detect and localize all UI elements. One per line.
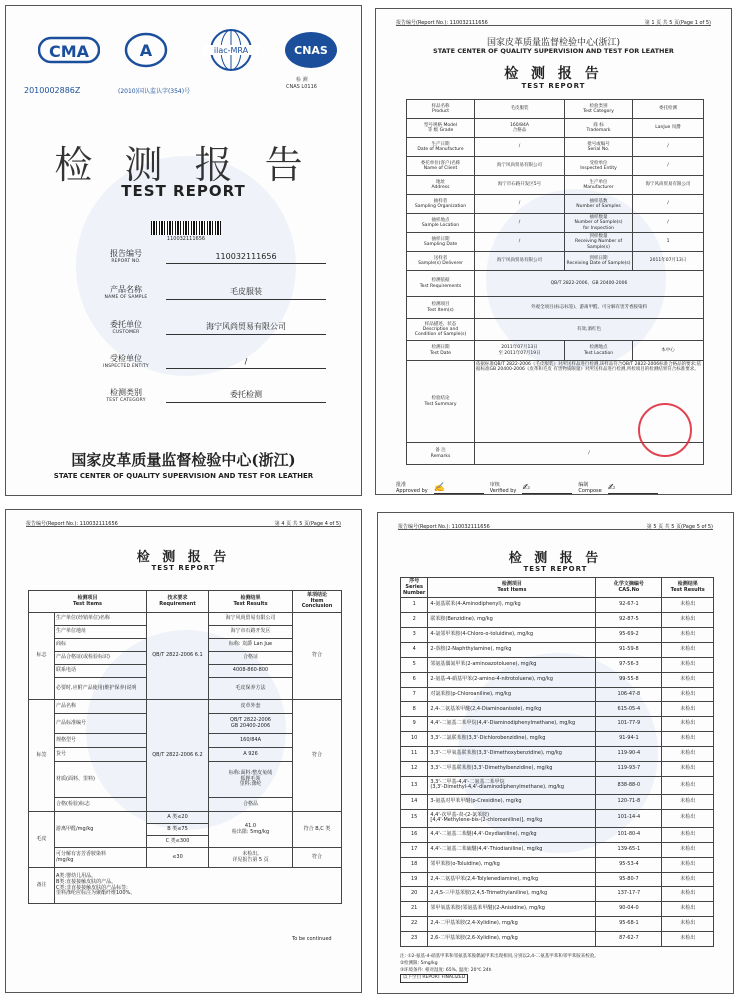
table-cell: / <box>633 214 704 233</box>
page-number: 第 5 页 共 5 页(Page 5 of 5) <box>646 524 713 530</box>
table-row <box>401 628 714 643</box>
table-cell: 海宁市石路开发区 <box>209 626 293 639</box>
table-cell: 检验类别 Test Category <box>565 100 633 119</box>
table-cell: 未检出 <box>662 809 714 827</box>
table-cell: 符合 <box>293 613 342 700</box>
table-row <box>401 747 714 762</box>
field-customer: 委托单位 CUSTOMER 海宁风尚贸易有限公司 <box>86 319 326 335</box>
report-no-header: 报告编号(Report No.): 110032111656 <box>26 521 118 527</box>
table-cell: A 926 <box>209 748 293 762</box>
table-row <box>401 657 714 672</box>
org-name-en: STATE CENTER OF QUALITY SUPERVISION AND TEST FOR LEATHER <box>433 47 674 55</box>
table-row <box>401 917 714 932</box>
table-cell: 18 <box>401 857 428 872</box>
org-name-zh: 国家皮革质量监督检验中心(浙江) <box>71 451 296 469</box>
report-no-header: 报告编号(Report No.): 110032111656 <box>396 20 488 26</box>
title-zh: 检 测 报 告 <box>136 550 231 565</box>
table-cell: 5 <box>401 657 428 672</box>
table-cell: 标称:面料:整皮兔绒 狐狸毛领 里料:涤纶 <box>209 762 293 798</box>
table-cell: 游离甲醛/mg/kg <box>55 812 147 848</box>
table-cell: 符合 B,C 类 <box>293 812 342 848</box>
table-row <box>401 902 714 917</box>
table-row <box>407 119 704 138</box>
table-cell: 批号或编号 Serial No. <box>565 138 633 157</box>
table-cell: 未检出 <box>662 794 714 809</box>
table-cell: 检测依据 Test Requirements <box>407 271 475 297</box>
table-cell: 16 <box>401 827 428 842</box>
table-cell: 商标 <box>55 639 147 652</box>
table-cell: 检测地点 Test Location <box>565 341 633 361</box>
table-cell: A 类≤20 <box>147 812 209 824</box>
table-cell: 6 <box>401 672 428 687</box>
cnas-code: CNAS L0116 <box>286 84 317 90</box>
table-cell: 未检出 <box>662 887 714 902</box>
table-cell: 样品名称 Product <box>407 100 475 119</box>
table-cell: 19 <box>401 872 428 887</box>
table-cell: 9 <box>401 717 428 732</box>
table-cell: 4,4'-二氨基二苯甲烷(4,4'-Diaminodiphenylmethane), mg/kg <box>428 717 596 732</box>
table-cell: / <box>475 195 565 214</box>
field-inspected-entity: 受检单位 INSPECTED ENTITY / <box>86 353 326 369</box>
table-cell: 标志 <box>29 613 55 700</box>
table-row <box>407 195 704 214</box>
table-cell: 101-14-4 <box>596 809 662 827</box>
table-cell: 受检单位 Inspected Entity <box>565 157 633 176</box>
page-number: 第 1 页 共 5 页(Page 1 of 5) <box>644 20 711 26</box>
table-cell: 23 <box>401 932 428 947</box>
table-cell: 未检出 <box>662 762 714 777</box>
table-cell: 海宁市石路开发区5号 <box>475 176 565 195</box>
table-cell: ≤30 <box>147 848 209 868</box>
table-cell: 生产单位地址 <box>55 626 147 639</box>
table-cell: 2011年07月13日 至 2011年07月19日 <box>475 341 565 361</box>
cma-cert-number: 2010002886Z <box>24 86 81 95</box>
approver-signature: ✍ <box>434 483 484 494</box>
table-row <box>401 687 714 702</box>
table-cell: 2,4-二甲基苯胺(2,4-Xylidine), mg/kg <box>428 917 596 932</box>
table-cell: 97-56-3 <box>596 657 662 672</box>
table-row <box>29 613 342 626</box>
table-cell: 87-62-7 <box>596 932 662 947</box>
table-cell: 838-88-0 <box>596 776 662 794</box>
table-cell: 3 <box>401 628 428 643</box>
table-cell: LanJue 岚爵 <box>633 119 704 138</box>
table-cell: 615-05-4 <box>596 702 662 717</box>
table-cell: 皮草外套 <box>209 700 293 714</box>
table-cell: 21 <box>401 902 428 917</box>
table-row <box>401 932 714 947</box>
table-row <box>407 138 704 157</box>
table-row <box>401 857 714 872</box>
table-cell: 未检出 <box>662 657 714 672</box>
table-cell: 未检出 <box>662 687 714 702</box>
table-cell: 检测项目 Test Items <box>29 591 147 613</box>
table-cell: 合格(检验)标志 <box>55 798 147 812</box>
table-cell: 1 <box>401 598 428 613</box>
table-cell: 13 <box>401 776 428 794</box>
table-cell: 符合 <box>293 848 342 868</box>
table-row <box>407 341 704 361</box>
title-en: TEST REPORT <box>521 82 586 90</box>
table-row <box>401 702 714 717</box>
table-cell: 2-萘胺(2-Naphthylamine), mg/kg <box>428 642 596 657</box>
table-row <box>407 252 704 271</box>
cal-cert-number: (2010)国认监认字(354)号 <box>118 88 191 95</box>
table-cell: 101-80-4 <box>596 827 662 842</box>
table-cell: 检测结果 Test Results <box>209 591 293 613</box>
table-cell: 到样日期 Receiving Date of Sample(s) <box>565 252 633 271</box>
table-cell: 生产单位(经销单位)名称 <box>55 613 147 626</box>
table-cell: 委托单位(客户)名称 Name of Client <box>407 157 475 176</box>
table-row <box>401 842 714 857</box>
table-cell: 8 <box>401 702 428 717</box>
table-row <box>407 176 704 195</box>
table-row <box>401 809 714 827</box>
table-cell: 91-94-1 <box>596 732 662 747</box>
table-row <box>29 868 342 904</box>
table-cell: QB/T 2822-2006 6.2 <box>147 700 209 812</box>
table-cell: 12 <box>401 762 428 777</box>
table-cell: 合格品 <box>209 798 293 812</box>
table-row <box>401 613 714 628</box>
table-row <box>407 233 704 252</box>
table-cell: C 类≤300 <box>147 836 209 848</box>
table-cell: 101-77-9 <box>596 717 662 732</box>
table-cell: 邻甲苯胺(o-Toluidine), mg/kg <box>428 857 596 872</box>
table-cell: 119-90-4 <box>596 747 662 762</box>
table-cell: 符合 <box>293 700 342 812</box>
table-cell: 17 <box>401 842 428 857</box>
table-cell: 4,4'-次甲基-双-(2-氯苯胺) [4,4'-Methylene-bis-(2-chloroaniline)], mg/kg <box>428 809 596 827</box>
report-page-5 <box>377 512 734 994</box>
table-cell: / <box>633 195 704 214</box>
table-cell: / <box>633 138 704 157</box>
table-cell: 95-53-4 <box>596 857 662 872</box>
table-cell: 3,3'-二甲基联苯胺(3,3'-Dimethylbenzidine), mg/kg <box>428 762 596 777</box>
table-cell: 对氯苯胺(p-Chloroaniline), mg/kg <box>428 687 596 702</box>
table-row <box>29 848 342 868</box>
table-cell: QB/T 2822-2006 GB 20400-2006 <box>209 714 293 734</box>
table-row <box>407 214 704 233</box>
table-cell: 139-65-1 <box>596 842 662 857</box>
table-row <box>401 776 714 794</box>
table-cell: 3,3'-二甲基-4,4'-二氨基二苯甲烷 (3,3'-Dimethyl-4,4'-diaminodiphenylmethane), mg/kg <box>428 776 596 794</box>
table-cell: 未检出 <box>662 613 714 628</box>
signatures <box>396 481 658 494</box>
table-row <box>401 794 714 809</box>
table-cell: 120-71-8 <box>596 794 662 809</box>
table-cell: 海宁风尚贸易有限公司 <box>633 176 704 195</box>
table-cell: 2,4,5-三甲基苯胺(2,4,5-Trimethylaniline), mg/kg <box>428 887 596 902</box>
table-row <box>401 872 714 887</box>
svg-text:CMA: CMA <box>48 42 90 61</box>
report-page-1 <box>375 8 732 495</box>
table-cell: 生产单位 Manufacturer <box>565 176 633 195</box>
table-cell: 依据标准QB/T 2822-2006《毛皮服装》对所送样品进行检测,该样品符合QB/T 2822-2006标准合格品的要求;依据标准GB 20400-2006《皮革和毛皮 有害物质限量》对所送样品进行检测,所检项目的检测结果符合标准要求。 <box>475 361 704 443</box>
table-cell: 90-04-0 <box>596 902 662 917</box>
table-cell: 邻甲氧基苯胺(邻氨基苯甲醚)(2-Anisidine), mg/kg <box>428 902 596 917</box>
table-cell: 邻氨基偶氮甲苯(2-aminoazotoluene), mg/kg <box>428 657 596 672</box>
table-cell: 95-69-2 <box>596 628 662 643</box>
table-row <box>407 297 704 319</box>
report-cover-page <box>5 5 362 496</box>
cma-logo <box>34 28 104 72</box>
table-cell: 未检出, 详见报告第 5 页 <box>209 848 293 868</box>
note-2: ②检测限: 5mg/kg <box>400 960 438 966</box>
table-row <box>401 887 714 902</box>
report-finalized: 以下空白 REPORT FINALIZED <box>400 974 468 983</box>
table-cell: 119-93-7 <box>596 762 662 777</box>
org-name-zh: 国家皮革质量监督检验中心(浙江) <box>486 38 621 48</box>
table-row <box>401 598 714 613</box>
header-row <box>401 578 714 598</box>
table-cell: 检测日期 Test Date <box>407 341 475 361</box>
table-cell: 生产日期 Date of Manufacture <box>407 138 475 157</box>
table-cell: QB/T 2822-2006、GB 20400-2006 <box>475 271 704 297</box>
table-row <box>401 642 714 657</box>
to-be-continued: To be continued <box>292 936 332 942</box>
table-cell: 毛皮 <box>29 812 55 868</box>
table-cell: 未检出 <box>662 672 714 687</box>
table-cell: 未检出 <box>662 628 714 643</box>
page-number: 第 4 页 共 5 页(Page 4 of 5) <box>274 521 341 527</box>
table-cell: 3-氨基对甲苯甲醚(p-Cresidine), mg/kg <box>428 794 596 809</box>
table-cell: 106-47-8 <box>596 687 662 702</box>
table-cell: QB/T 2822-2006 6.1 <box>147 613 209 700</box>
table-row <box>407 319 704 341</box>
table-cell: B 类≤75 <box>147 824 209 836</box>
svg-text:CNAS: CNAS <box>294 44 328 57</box>
field-report-no: 报告编号 REPORT NO. 110032111656 <box>86 248 326 264</box>
table-cell: 99-55-8 <box>596 672 662 687</box>
table-cell: 有效,酒红色 <box>475 319 704 341</box>
report-page-4 <box>5 509 362 993</box>
table-cell: 货号 <box>55 748 147 762</box>
table-cell: 91-59-8 <box>596 642 662 657</box>
table-cell: 抽样地点 Sample Location <box>407 214 475 233</box>
table-cell: 产品合格证(或检验标识) <box>55 652 147 665</box>
table-cell: 检测项目 Test Item(s) <box>407 297 475 319</box>
table-cell: 化学文摘编号 CAS.No <box>596 578 662 598</box>
table-cell: 标签 <box>29 700 55 812</box>
table-row <box>29 700 342 714</box>
table-row <box>401 827 714 842</box>
table-row <box>401 672 714 687</box>
table-row <box>407 100 704 119</box>
title-zh: 检 测 报 告 <box>508 551 603 566</box>
table-cell: / <box>475 443 704 465</box>
table-cell: 4 <box>401 642 428 657</box>
table-cell: 未检出 <box>662 932 714 947</box>
table-cell: 41.0 检出限: 5mg/kg <box>209 812 293 848</box>
cnas-logo <box>276 28 346 72</box>
svg-text:A: A <box>139 41 153 60</box>
title-zh: 检 测 报 告 <box>54 143 313 187</box>
field-test-category: 检测类别 TEST CATEGORY 委托检测 <box>86 387 326 403</box>
table-cell: 可分解有害芳香胺染料 /mg/kg <box>55 848 147 868</box>
field-sample-name: 产品名称 NAME OF SAMPLE 毛皮服装 <box>86 284 326 300</box>
table-cell: 2,4-二氨基苯甲醚(2,4-Diaminoanisole), mg/kg <box>428 702 596 717</box>
table-cell: 海宁风尚贸易有限公司 <box>209 613 293 626</box>
table-cell: 4-氨基联苯(4-Aminodiphenyl), mg/kg <box>428 598 596 613</box>
table-cell: 3,3'-二氯联苯胺(3,3'-Dichlorobenzidine), mg/kg <box>428 732 596 747</box>
table-cell: 样品描述、状态 Description and Condition of Sample(s) <box>407 319 475 341</box>
table-cell: 2,4-二氨基甲苯(2,4-Tolylenediamine), mg/kg <box>428 872 596 887</box>
header-row <box>29 591 342 613</box>
table-cell: 2011年07月13日 <box>633 252 704 271</box>
title-en: TEST REPORT <box>151 564 216 572</box>
table-cell: 未检出 <box>662 598 714 613</box>
table-cell: / <box>475 214 565 233</box>
title-en: TEST REPORT <box>523 565 588 573</box>
table-cell: 送样者 Sample(s) Deliverer <box>407 252 475 271</box>
table-cell: 产品名称 <box>55 700 147 714</box>
table-cell: / <box>475 138 565 157</box>
table-cell: 160/84A 合格品 <box>475 119 565 138</box>
table-cell: A类:婴幼儿用品。 B类:直接接触皮肤的产品。 C类:非直接接触皮肤的产品标签: 里料涤纶应标注为聚酯纤维100%。 <box>55 868 342 904</box>
table-row <box>401 717 714 732</box>
table-cell: 本中心 <box>633 341 704 361</box>
table-cell: 备 注 Remarks <box>407 443 475 465</box>
table-cell: 标称: 岚爵 Lan Jue <box>209 639 293 652</box>
inspection-stamp <box>638 403 692 457</box>
table-cell: 必要时,应附产品使用(维护保养)说明 <box>55 678 147 700</box>
table-cell: 序号 Series Number <box>401 578 428 598</box>
table-cell: 137-17-7 <box>596 887 662 902</box>
table-cell: 未检出 <box>662 917 714 932</box>
approved-label: 批准 Approved by <box>396 482 428 494</box>
table-cell: 7 <box>401 687 428 702</box>
table-cell: 4,4'-二氨基二苯硫醚(4,4'-Thiodianiline), mg/kg <box>428 842 596 857</box>
table-cell: 92-67-1 <box>596 598 662 613</box>
table-cell: 未检出 <box>662 827 714 842</box>
aromatic-amine-table <box>400 577 714 947</box>
table-cell: 3,3'-二甲氧基联苯胺(3,3'-Dimethoxybenzidine), mg/kg <box>428 747 596 762</box>
table-cell: 未检出 <box>662 902 714 917</box>
table-cell: 材质(面料、里料) <box>55 762 147 798</box>
table-cell: 检测项目 Test Items <box>428 578 596 598</box>
table-cell: 抽样者 Sampling Organization <box>407 195 475 214</box>
org-name-en: STATE CENTER OF QUALITY SUPERVISION AND TEST FOR LEATHER <box>53 472 314 480</box>
table-cell: 产品标准编号 <box>55 714 147 734</box>
table-cell: 委托检测 <box>633 100 704 119</box>
table-cell: 15 <box>401 809 428 827</box>
table-cell: 未检出 <box>662 842 714 857</box>
table-cell: 毛皮服装 <box>475 100 565 119</box>
table-cell: 海宁风尚贸易有限公司 <box>475 157 565 176</box>
table-cell: 未检出 <box>662 776 714 794</box>
table-cell: 未检出 <box>662 702 714 717</box>
table-cell: 4008-860-800 <box>209 665 293 678</box>
table-cell: 规格型号 <box>55 734 147 748</box>
table-row <box>401 732 714 747</box>
table-row <box>401 762 714 777</box>
table-cell: 外观全项目(标志标签)、游离甲醛、可分解有害芳香胺染料 <box>475 297 704 319</box>
table-cell: 检测结果 Test Results <box>662 578 714 598</box>
table-cell: 2,6-二甲基苯胺(2,6-Xylidine), mg/kg <box>428 932 596 947</box>
verified-label: 审核 Verified by <box>489 482 517 494</box>
barcode <box>151 221 221 235</box>
table-cell: 联苯胺(Benzidine), mg/kg <box>428 613 596 628</box>
table-row <box>407 157 704 176</box>
title-zh: 检 测 报 告 <box>504 66 603 82</box>
table-cell: 备注 <box>29 868 55 904</box>
table-cell: / <box>475 233 565 252</box>
table-cell: 抽样基数 Number of Samples <box>565 195 633 214</box>
table-cell: 检验结论 Test Summary <box>407 361 475 443</box>
table-cell: 型号规格 Model 等 级 Grade <box>407 119 475 138</box>
table-cell: 单项结论 Item Conclusion <box>293 591 342 613</box>
cnas-label: 检 测 <box>296 77 308 83</box>
table-cell: 10 <box>401 732 428 747</box>
table-row <box>407 271 704 297</box>
table-cell: 海宁风尚贸易有限公司 <box>475 252 565 271</box>
composer-signature: ✍ <box>608 483 658 494</box>
table-cell: 92-87-5 <box>596 613 662 628</box>
table-cell: 商 标 Trademark <box>565 119 633 138</box>
table-cell: 22 <box>401 917 428 932</box>
table-row <box>29 812 342 824</box>
table-cell: 未检出 <box>662 747 714 762</box>
svg-text:ilac-MRA: ilac-MRA <box>213 46 249 55</box>
table-cell: 抽样日期 Sampling Date <box>407 233 475 252</box>
table-cell: 2-氨基-4-硝基甲苯(2-amino-4-nitrotoluene), mg/kg <box>428 672 596 687</box>
barcode-number: 110032111656 <box>166 236 206 242</box>
table-cell: 抽样数量 Number of Sample(s) for Inspection <box>565 214 633 233</box>
table-cell: 1 <box>633 233 704 252</box>
table-cell: 11 <box>401 747 428 762</box>
table-cell: 95-68-1 <box>596 917 662 932</box>
table-cell: 2 <box>401 613 428 628</box>
table-cell: 联系电话 <box>55 665 147 678</box>
table-cell: 20 <box>401 887 428 902</box>
table-cell: 未检出 <box>662 717 714 732</box>
table-cell: 合格证 <box>209 652 293 665</box>
table-cell: 未检出 <box>662 732 714 747</box>
table-cell: 14 <box>401 794 428 809</box>
table-cell: 未检出 <box>662 872 714 887</box>
table-cell: 160/84A <box>209 734 293 748</box>
table-cell: 未检出 <box>662 857 714 872</box>
title-en: TEST REPORT <box>121 182 246 200</box>
note-1: 注: ①2-氨基-4-硝基甲苯和邻氨基苯胺偶氮甲苯出现相同,分别以2,4-二氨基甲苯和邻甲苯胺来校验。 <box>400 954 599 959</box>
verifier-signature: ✍ <box>522 483 572 494</box>
report-no-header: 报告编号(Report No.): 110032111656 <box>398 524 490 530</box>
table-cell: 95-80-7 <box>596 872 662 887</box>
table-cell: 地址 Address <box>407 176 475 195</box>
table-cell: / <box>633 157 704 176</box>
table-cell: 技术要求 Requirement <box>147 591 209 613</box>
table-cell: 毛皮保养方法 <box>209 678 293 700</box>
table-cell: 到样数量 Receiving Number of Sample(s) <box>565 233 633 252</box>
note-3: ③环境条件: 相对湿度: 65%, 温度: 20℃ 24h <box>400 967 492 973</box>
table-cell: 4,4'-二氨基二苯醚(4,4'-Oxydianiline), mg/kg <box>428 827 596 842</box>
table-cell: 4-氯邻甲苯胺(4-Chloro-o-toluidine), mg/kg <box>428 628 596 643</box>
table-cell: 未检出 <box>662 642 714 657</box>
ilac-mra-logo <box>196 28 266 72</box>
standard-test-table <box>28 590 342 904</box>
cal-logo <box>116 28 176 72</box>
compose-label: 编制 Compose <box>578 482 602 494</box>
